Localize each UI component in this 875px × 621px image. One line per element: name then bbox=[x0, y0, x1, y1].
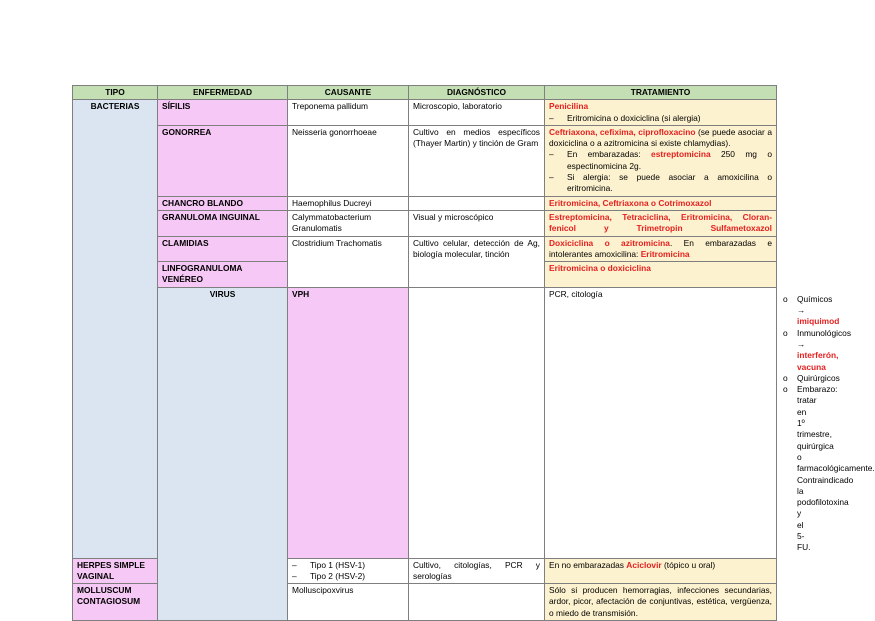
causante-molluscum: Molluscipoxvirus bbox=[288, 584, 409, 621]
header-diagnostico: DIAGNÓSTICO bbox=[409, 86, 545, 100]
tratamiento-gonorrea-item-2: – Si alergia: se puede asociar a amoxicilina o eritromicina. bbox=[549, 172, 772, 195]
enfermedad-vph: VPH bbox=[288, 287, 409, 558]
causante-herpes bbox=[288, 558, 409, 584]
enfermedad-chancro: CHANCRO BLANDO bbox=[158, 196, 288, 210]
tratamiento-molluscum: Sólo si producen hemorragias, infecciones secundarias, ardor, picor, afectación de conjuntivas, estética, vergüenza, o miedo de transmisión. bbox=[545, 584, 777, 621]
tratamiento-chancro-main: Eritromicina, Ceftriaxona o Cotrimoxazol bbox=[549, 197, 712, 208]
tipo-bacterias: BACTERIAS bbox=[73, 100, 158, 558]
table-row-granuloma bbox=[73, 210, 777, 236]
causante-chancro: Haemophilus Ducreyi bbox=[288, 196, 409, 210]
enfermedad-sifilis: SÍFILIS bbox=[158, 100, 288, 126]
tratamiento-vph-item-2 bbox=[781, 327, 852, 373]
tratamiento-clamidias-main: Doxiciclina o azitromicina bbox=[549, 237, 670, 248]
tratamiento-gonorrea-item-1 bbox=[549, 149, 772, 172]
vph-item2-pre: Inmunológicos bbox=[797, 327, 852, 338]
table-row-clamidias bbox=[73, 236, 777, 262]
vph-item1-red: imiquimod bbox=[797, 316, 840, 327]
tratamiento-gonorrea-text: (se puede asociar a doxiciclina o a azitromicina si existe chlamydias). bbox=[549, 126, 772, 149]
causante-herpes-2: – Tipo 2 (HSV-2) bbox=[292, 571, 404, 582]
header-causante: CAUSANTE bbox=[288, 86, 409, 100]
tratamiento-granuloma bbox=[545, 210, 777, 236]
tratamiento-herpes-post: (tópico u oral) bbox=[661, 559, 716, 570]
diagnostico-chancro bbox=[409, 196, 545, 210]
causante-sifilis: Treponema pallidum bbox=[288, 100, 409, 126]
diagnostico-vph: PCR, citología bbox=[545, 287, 777, 558]
tratamiento-vph-item-1 bbox=[781, 293, 840, 328]
header-enfermedad: ENFERMEDAD bbox=[158, 86, 288, 100]
tratamiento-vph-item-3: o Quirúrgicos bbox=[781, 373, 797, 384]
diagnostico-sifilis: Microscopio, laboratorio bbox=[409, 100, 545, 126]
enfermedad-granuloma: GRANULOMA INGUINAL bbox=[158, 210, 288, 236]
enfermedad-linfogranuloma: LINFOGRANULOMA VENÉREO bbox=[158, 262, 288, 288]
enfermedad-clamidias: CLAMIDIAS bbox=[158, 236, 288, 262]
tratamiento-clamidias-text: . En embarazadas e intolerantes amoxicilina: bbox=[549, 237, 772, 259]
enfermedad-herpes: HERPES SIMPLE VAGINAL bbox=[73, 558, 158, 584]
table-row-chancro bbox=[73, 196, 777, 210]
tratamiento-herpes-pre: En no embarazadas bbox=[549, 559, 627, 570]
tratamiento-sifilis-main: Penicilina bbox=[549, 101, 589, 112]
gonorrea-item1-post: 250 mg o espectinomicina 2g. bbox=[567, 149, 772, 171]
tratamiento-herpes-red: Aciclovir bbox=[626, 559, 662, 570]
tratamiento-herpes bbox=[545, 558, 777, 584]
tratamiento-vph-item-4: o Embarazo: tratar en 1º trimestre, quirúrgica o farmacológicamente. Contraindicado la podofilotoxina y el 5-FU. bbox=[781, 384, 797, 553]
causante-granuloma: Calymmatobacterium Granulomatis bbox=[288, 210, 409, 236]
table-row-vph bbox=[73, 287, 777, 558]
header-tratamiento: TRATAMIENTO bbox=[545, 86, 777, 100]
gonorrea-item1-red: estreptomicina bbox=[651, 149, 711, 160]
tratamiento-clamidias-red2: Eritromicina bbox=[640, 248, 690, 259]
table-row-gonorrea bbox=[73, 125, 777, 196]
diagnostico-clamidias: Cultivo celular, detección de Ag, biología molecular, tinción bbox=[409, 236, 545, 287]
causante-vph bbox=[409, 287, 545, 558]
header-tipo: TIPO bbox=[73, 86, 158, 100]
diagnostico-herpes: Cultivo, citologías, PCR y serologías bbox=[409, 558, 545, 584]
causante-clamidias: Clostridium Trachomatis bbox=[288, 236, 409, 287]
enfermedad-gonorrea: GONORREA bbox=[158, 125, 288, 196]
vph-item1-pre: Químicos bbox=[797, 293, 833, 304]
tratamiento-chancro bbox=[545, 196, 777, 210]
causante-herpes-1: – Tipo 1 (HSV-1) bbox=[292, 560, 404, 571]
tratamiento-granuloma-main: Estreptomicina, Tetraciclina, Eritromicina, Cloran-fenicol y Trimetropin Sulfametoxazol bbox=[549, 211, 772, 234]
tratamiento-gonorrea bbox=[545, 125, 777, 196]
header-row bbox=[73, 86, 777, 100]
std-table bbox=[72, 85, 875, 621]
diagnostico-gonorrea: Cultivo en medios específicos (Thayer Martin) y tinción de Gram bbox=[409, 125, 545, 196]
tipo-virus: VIRUS bbox=[158, 287, 288, 620]
diagnostico-granuloma: Visual y microscópico bbox=[409, 210, 545, 236]
diagnostico-molluscum bbox=[409, 584, 545, 621]
vph-item2-red: interferón, vacuna bbox=[797, 350, 839, 372]
tratamiento-linfogranuloma bbox=[545, 262, 777, 288]
tratamiento-sifilis-item: – Eritromicina o doxiciclina (si alergia) bbox=[549, 113, 772, 124]
table-row-sifilis bbox=[73, 100, 777, 126]
tratamiento-sifilis bbox=[545, 100, 777, 126]
arrow-right-icon: → bbox=[797, 305, 806, 316]
enfermedad-molluscum: MOLLUSCUM CONTAGIOSUM bbox=[73, 584, 158, 621]
tratamiento-gonorrea-main: Ceftriaxona, cefixima, ciprofloxacino bbox=[549, 126, 696, 137]
arrow-right-icon: → bbox=[797, 338, 806, 349]
tratamiento-clamidias bbox=[545, 236, 777, 262]
gonorrea-item1-pre: En embarazadas: bbox=[567, 149, 652, 160]
causante-gonorrea: Neisseria gonorrhoeae bbox=[288, 125, 409, 196]
tratamiento-linfogranuloma-main: Eritromicina o doxiciclina bbox=[549, 263, 651, 274]
